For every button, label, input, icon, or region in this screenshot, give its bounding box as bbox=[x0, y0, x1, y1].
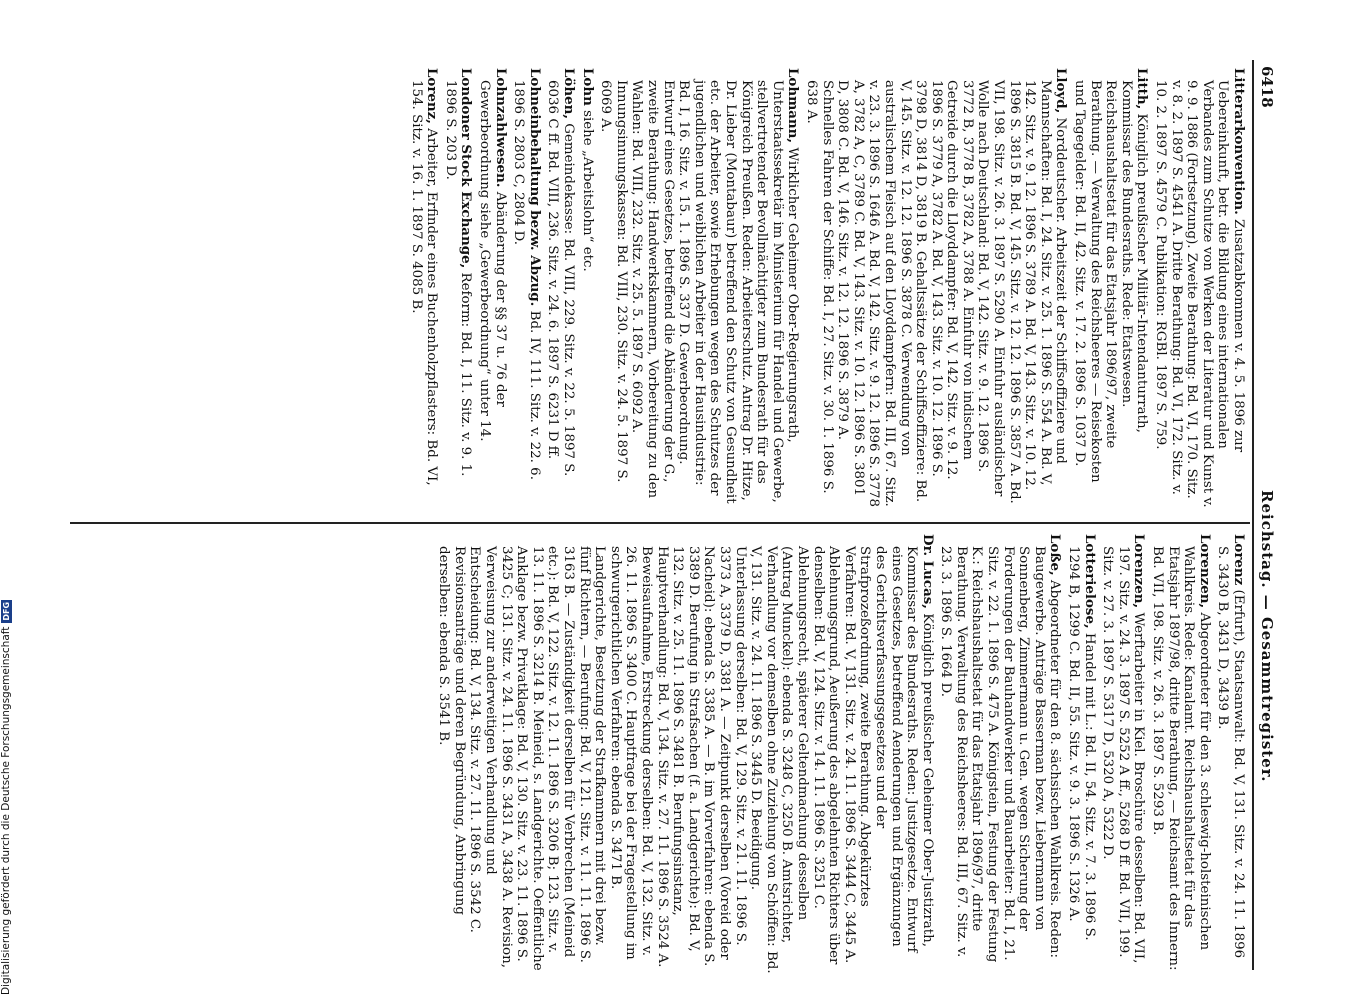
index-entry: Litterarkonvention. Zusatzabkommen v. 4. 5. 1896 zur Uebereinkunft, betr. die Bildung eines internationalen Verbandes zum Schutze von Werken der Literatur und Kunst v. 9. 9. 1886 (Fortsetzung). Zweite Berathung: Bd. VI, 170. Sitz. v. 8. 2. 1897 S. 4541 A. Dritte Berathung: Bd. VI, 172. Sitz. v. 10. 2. 1897 S. 4579 C. Publikation: RGBl. 1897 S. 759. bbox=[1153, 68, 1247, 508]
index-entry: Loße, Abgeordneter für den 8. sächsischen Wahlkreis. Reden: Baugewerbe. Anträge Basserman bezw. Liebermann von Sonnenberg, Zimmermann u. Gen. wegen Sicherung der Forderungen der Bauhandwerker und Bauarbeiter: Bd. I, 21. Sitz. v. 22. 1. 1896 S. 475 A. Königstein, Festung der Festung K.: Reichshaushaltsetat für das Etatsjahr 1896/97, dritte Berathung. Verwaltung des Reichsheeres: Bd. III, 67. Sitz. v. 23. 3. 1896 S. 1664 D. bbox=[938, 534, 1064, 963]
index-entry: Lohneinbehaltung bezw. Abzug. Bd. IV, 111. Sitz. v. 22. 6. 1896 S. 2803 C, 2804 D. bbox=[511, 68, 543, 480]
page-title: Reichstag. — Gesammtregister. bbox=[1258, 490, 1276, 783]
header-rule bbox=[1252, 60, 1254, 970]
rotated-page-content bbox=[60, 60, 1280, 974]
scanned-page bbox=[60, 60, 1280, 974]
index-entry: Löhen, Gemeindekasse: Bd. VIII, 229. Sitz. v. 22. 5. 1897 S. 6036 C ff. Bd. VIII, 236. Sitz. v. 24. 6. 1897 S. 6231 D ff. bbox=[545, 68, 578, 477]
index-entry: Lorenzen, Abgeordneter für den 3. schleswig-holsteinischen Wahlkreis. Rede: Kanalamt. Reichshaushaltsetat für das Etatsjahr 1897/98, dritte Berathung, — Reichsamt des Innern: Bd. VII, 198. Sitz. v. 26. 3. 1897 S. 5293 B. bbox=[1150, 534, 1213, 971]
index-entry: Dr. Lucas, Königlich preußischer Geheimer Ober-Justizrath, Kommissar des Bundesraths. Reden: Justizgesetze. Entwurf eines Gesetzes, betreffend Aenderungen und Ergänzungen des Gerichtsverfassungsgesetzes und der Strafprozeßordnung, zweite Berathung. Abgekürztes Verfahren: Bd. V, 131. Sitz. v. 24. 11. 1896 S. 3444 C, 3445 A. Ablehnungsgrund, Aeußerung des abgelehnten Richters über denselben: Bd. V, 124. Sitz. v. 14. 11. 1896 S. 3251 C. Ablehnungsrecht, späterer Geltendmachung desselben (Antrag Munckel): ebenda S. 3248 C, 3250 B. Amtsrichter, Verhandlung vor demselben ohne Zuziehung von Schöffen: Bd. V, 131. Sitz. v. 24. 11. 1896 S. 3445 D. Beeidigung. Unterlassung derselben: Bd. V, 129. Sitz. v. 21. 11. 1896 S. 3373 A, 3379 D, 3381 A. — Zeitpunkt derselben (Voreid oder Nacheid): ebenda S. 3385 A. — B. im Vorverfahren: ebenda S. 3389 D. Berufung in Strafsachen (f. a. Landgerichte): Bd. V, 132. Sitz. v. 25. 11. 1896 S. 3481 B. Berufungsinstanz, Hauptverhandlung: Bd. V, 134. Sitz. v. 27. 11. 1896 S. 3524 A. Beweisaufnahme, Erstreckung derselben: Bd. V, 132. Sitz. v. 26. 11. 1896 S. 3400 C. Hauptfrage bei der Fragestellung im schwurgerichtlichen Verfahren: ebenda S. 3471 B. Landgerichte, Besetzung der Strafkammern mit drei bezw. fünf Richtern, — Berufung: Bd. V, 121. Sitz. v. 11. 11. 1896 S. 3163 B. — Zuständigkeit derselben für Verbrechen (Meineid etc.): Bd. V, 122. Sitz. v. 12. 11. 1896 S. 3206 B; 123. Sitz. v. 13. 11. 1896 S. 3214 B. Meineid, s. Landgerichte. Oeffentliche Anklage bezw. Privatklage: Bd. V, 130. Sitz. v. 23. 11. 1896 S. 3425 C; 131. Sitz. v. 24. 11. 1896 S. 3431 A, 3438 A. Revision, Verweisung zur anderweitigen Verhandlung und Entscheidung: Bd. V, 134. Sitz. v. 27. 11. 1896 S. 3542 C. Revisionsanträge und deren Begründung, Anbringung derselben: ebenda S. 3541 B. bbox=[436, 534, 936, 974]
index-entry: Lorenz, Arbeiter, Erfinder eines Buchenholzpflasters: Bd. VI, 154. Sitz. v. 16. 1. 1897 S. 4085 B. bbox=[408, 68, 441, 486]
index-entry: Lotterielose, Handel mit L.: Bd. II, 54. Sitz. v. 7. 3. 1896 S. 1294 B, 1299 C. Bd. II, 55. Sitz. v. 9. 3. 1896 S. 1326 A. bbox=[1066, 534, 1098, 941]
index-entry: Lohnzahlwesen. Abänderung der §§ 37 u. 76 der Gewerbeordnung siehe „Gewerbeordnung“ unter 14. bbox=[477, 68, 509, 442]
index-entry: Lorenzen, Werftarbeiter in Kiel. Broschüre desselben: Bd. VII, 197. Sitz. v. 24. 3. 1897 S. 5252 A ff., 5268 D ff. Bd. VII, 199. Sitz. v. 27. 3. 1897 S. 5317 D, 5320 A, 5322 D. bbox=[1100, 534, 1148, 964]
index-entry: Lohn siehe „Arbeitslohn“ etc. bbox=[579, 68, 596, 272]
funding-note bbox=[0, 600, 12, 995]
index-entry: Litth, Königlich preußischer Militär-Intendanturrath, Kommissar des Bundesraths. Rede: Etatswesen. Reichshaushaltsetat für das Etatsjahr 1896/97, zweite Berathung. — Verwaltung des Reichsheeres — Reisekosten und Tagegelder: Bd. II, 42. Sitz. v. 17. 2. 1896 S. 1037 D. bbox=[1072, 68, 1151, 483]
index-entry: Lohmann, Wirklicher Geheimer Ober-Regierungsrath, Unterstaatssekretär im Ministerium für Handel und Gewerbe, stellvertretender Bevollmächtigter zum Bundesrath für das Königreich Preußen. Reden: Arbeiterschutz. Antrag Dr. Hitze, Dr. Lieber (Montabaur) betreffend den Schutz von Gesundheit etc. der Arbeiter, sowie Erhebungen wegen des Schutzes der jugendlichen und weiblichen Arbeiter in der Hausindustrie: Bd. I, 16. Sitz. v. 15. 1. 1896 S. 337 D. Gewerbeordnung. Entwurf eines Gesetzes, betreffend die Abänderung der G., zweite Berathung: Handwerkskammern, Vorbereitung zu den Wahlen: Bd. VIII, 232. Sitz. v. 25. 5. 1897 S. 6092 A. Innungsinnungskassen: Bd. VIII, 230. Sitz. v. 24. 5. 1897 S. 6069 A. bbox=[598, 68, 802, 504]
page-number: 6418 bbox=[1258, 66, 1276, 108]
column-divider bbox=[70, 522, 1250, 524]
index-entry: Lloyd, Norddeutscher. Arbeitszeit der Schiffsoffiziere und Mannschaften: Bd. I, 24. Sitz. v. 25. 1. 1896 S. 554 A. Bd. V, 142. Sitz. v. 9. 12. 1896 S. 3789 A. Bd. V, 143. Sitz. v. 10. 12. 1896 S. 3815 B. Bd. V, 145. Sitz. v. 12. 12. 1896 S. 3857 A. Bd. VII, 198. Sitz. v. 26. 3. 1897 S. 5290 A. Einfuhr ausländischer Wolle nach Deutschland: Bd. V, 142. Sitz. v. 9. 12. 1896 S. 3772 B, 3778 B, 3782 A, 3788 A. Einfuhr von indischem Getreide durch die Lloyddampfer: Bd. V, 142. Sitz. v. 9. 12. 1896 S. 3779 A, 3782 A. Bd. V, 143. Sitz. v. 10. 12. 1896 S. 3798 D, 3814 D, 3819 B. Gehaltssätze der Schiffsoffiziere: Bd. V, 145. Sitz. v. 12. 12. 1896 S. 3878 C. Verwendung von australischem Fleisch auf den Lloyddampfern: Bd. III, 67. Sitz. v. 23. 3. 1896 S. 1646 A. Bd. V, 142. Sitz. v. 9. 12. 1896 S. 3778 A, 3782 A, C, 3789 C. Bd. V, 143. Sitz. v. 10. 12. 1896 S. 3801 D, 3808 C. Bd. V, 146. Sitz. v. 12. 12. 1896 S. 3879 A. Schnelles Fahren der Schiffe: Bd. I, 27. Sitz. v. 30. 1. 1896 S. 638 A. bbox=[803, 68, 1070, 508]
index-entry: Londoner Stock Exchange, Reform: Bd. I, 11. Sitz. v. 9. 1. 1896 S. 203 D. bbox=[442, 68, 475, 477]
right-column bbox=[433, 534, 1246, 974]
dfg-logo: DFG bbox=[2, 601, 11, 621]
page-header bbox=[1252, 60, 1280, 970]
funding-text: Digitalisierung gefördert durch die Deutsche Forschungsgemeinschaft bbox=[0, 626, 12, 995]
index-entry: Lorenz (Erfurt), Staatsanwalt: Bd. V, 131. Sitz. v. 24. 11. 1896 S. 3430 B, 3431 D, 3439 B. bbox=[1215, 534, 1247, 959]
left-column bbox=[405, 68, 1246, 508]
